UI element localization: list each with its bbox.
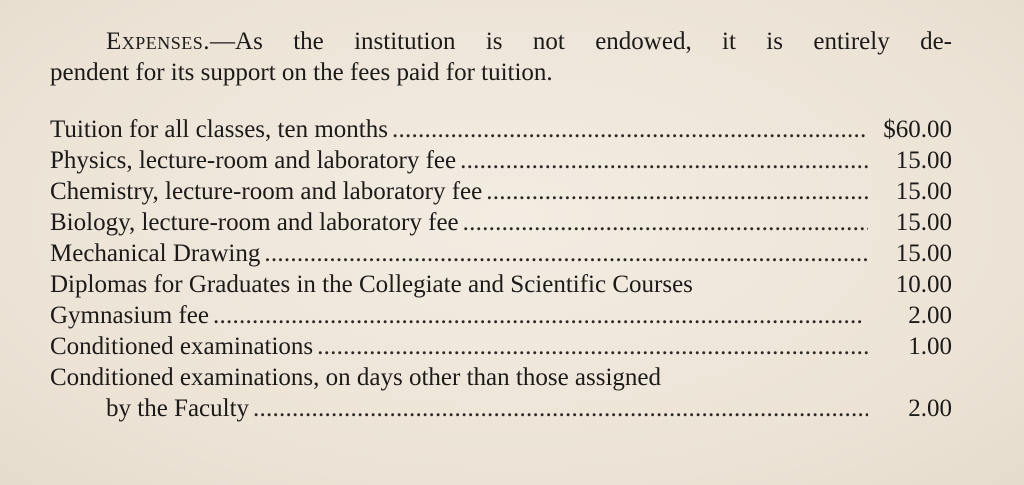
fee-label: Physics, lecture-room and laboratory fee bbox=[50, 147, 457, 174]
dot-leader bbox=[392, 114, 868, 145]
dot-leader bbox=[460, 145, 868, 176]
dot-leader bbox=[317, 331, 868, 362]
expenses-paragraph bbox=[50, 26, 952, 88]
fee-label: Diplomas for Graduates in the Collegiate and Scientific Courses bbox=[50, 271, 693, 298]
dot-leader bbox=[264, 238, 868, 269]
fee-label: Gymnasium fee bbox=[50, 302, 209, 329]
fee-row-chemistry bbox=[50, 176, 952, 207]
fee-amount: 2.00 bbox=[908, 302, 952, 329]
fee-amount: 2.00 bbox=[908, 395, 952, 422]
fee-row-conditioned-exams bbox=[50, 331, 952, 362]
fee-label: Mechanical Drawing bbox=[50, 240, 261, 267]
fee-amount: 15.00 bbox=[895, 209, 952, 236]
fee-label: Tuition for all classes, ten months bbox=[50, 116, 388, 143]
fee-row-mechanical-drawing bbox=[50, 238, 952, 269]
fee-row-conditioned-exams-other-days bbox=[50, 362, 952, 393]
fee-schedule bbox=[50, 114, 952, 424]
dot-leader bbox=[253, 393, 868, 424]
fee-label: Chemistry, lecture-room and laboratory fee bbox=[50, 178, 483, 205]
fee-row-diplomas bbox=[50, 269, 952, 300]
fee-amount: 15.00 bbox=[895, 178, 952, 205]
fee-amount: 1.00 bbox=[908, 333, 952, 360]
dot-leader bbox=[213, 300, 868, 331]
fee-row-tuition bbox=[50, 114, 952, 145]
dot-leader bbox=[463, 207, 868, 238]
fee-label: Conditioned examinations bbox=[50, 333, 314, 360]
expenses-heading: Expenses. bbox=[106, 28, 211, 55]
fee-row-physics bbox=[50, 145, 952, 176]
paragraph-line-1 bbox=[50, 26, 952, 57]
paragraph-line-2: pendent for its support on the fees paid for tuition. bbox=[50, 59, 553, 86]
fee-amount: 10.00 bbox=[895, 271, 952, 298]
fee-amount: $60.00 bbox=[883, 116, 952, 143]
dot-leader bbox=[486, 176, 868, 207]
fee-row-gymnasium bbox=[50, 300, 952, 331]
document-page bbox=[50, 26, 952, 424]
fee-row-biology bbox=[50, 207, 952, 238]
fee-label: Conditioned examinations, on days other than those assigned bbox=[50, 364, 662, 391]
fee-label: Biology, lecture-room and laboratory fee bbox=[50, 209, 459, 236]
paragraph-line-1-text: —As the institution is not endowed, it is entirely de- bbox=[210, 28, 952, 55]
fee-amount: 15.00 bbox=[895, 240, 952, 267]
fee-row-by-faculty bbox=[50, 393, 952, 424]
fee-label: by the Faculty bbox=[106, 395, 250, 422]
fee-amount: 15.00 bbox=[895, 147, 952, 174]
